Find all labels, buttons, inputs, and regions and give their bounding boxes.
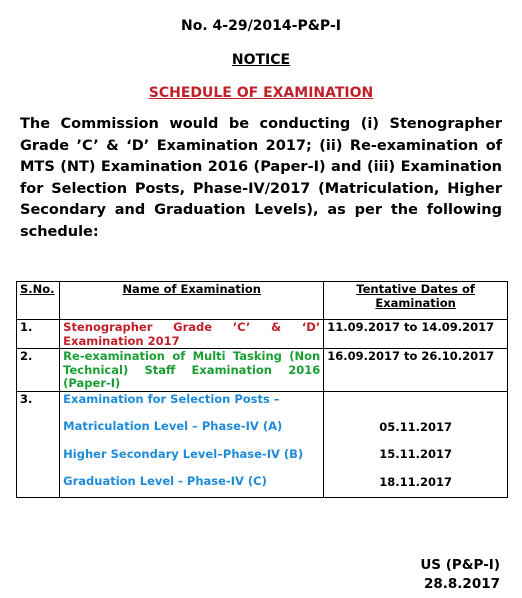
date-matriculation: 05.11.2017	[379, 419, 452, 434]
row-exam-name: Re-examination of Multi Tasking (Non Technical) Staff Examination 2016 (Paper-I)	[60, 349, 324, 392]
header-sno: S.No.	[17, 282, 60, 320]
row-sno: 1.	[17, 320, 60, 349]
row-dates: 16.09.2017 to 26.10.2017	[324, 349, 508, 392]
schedule-table	[16, 281, 508, 498]
sub-exam-graduation: Graduation Level - Phase-IV (C)	[63, 474, 267, 488]
sub-exam-matriculation: Matriculation Level – Phase-IV (A)	[63, 419, 283, 433]
signature-block	[420, 556, 500, 594]
row-dates	[324, 391, 508, 497]
header-dates: Tentative Dates of Examination	[324, 282, 508, 320]
row-sno: 3.	[17, 391, 60, 497]
reference-number: No. 4-29/2014-P&P-I	[181, 18, 341, 34]
sub-exam-higher-secondary: Higher Secondary Level–Phase-IV (B)	[63, 446, 304, 461]
table-row	[17, 391, 508, 497]
row-sno: 2.	[17, 349, 60, 392]
row-dates: 11.09.2017 to 14.09.2017	[324, 320, 508, 349]
signatory-office: US (P&P-I)	[420, 557, 500, 573]
date-graduation: 18.11.2017	[379, 474, 452, 489]
header-name: Name of Examination	[60, 282, 324, 320]
table-row	[17, 349, 508, 392]
date-higher-secondary: 15.11.2017	[379, 447, 452, 461]
signature-date: 28.8.2017	[423, 576, 500, 592]
table-header-row	[17, 282, 508, 320]
intro-paragraph: The Commission would be conducting (i) Stenographer Grade ’C’ & ‘D’ Examination 2017; (ii) Re-examination of MTS (NT) Examination 2016 (Paper-I) and (iii) Examination for Selection Posts, Phase-IV/2017 (Matriculation, Higher Secondary and Graduation Levels), as per the following schedule:	[20, 116, 502, 240]
table-row	[17, 320, 508, 349]
selection-posts-title: Examination for Selection Posts –	[63, 391, 280, 406]
row-exam-name	[60, 391, 324, 497]
schedule-title: SCHEDULE OF EXAMINATION	[148, 85, 374, 101]
notice-heading: NOTICE	[231, 52, 291, 68]
row-exam-name: Stenographer Grade ’C’ & ‘D’ Examination 2017	[60, 320, 324, 349]
